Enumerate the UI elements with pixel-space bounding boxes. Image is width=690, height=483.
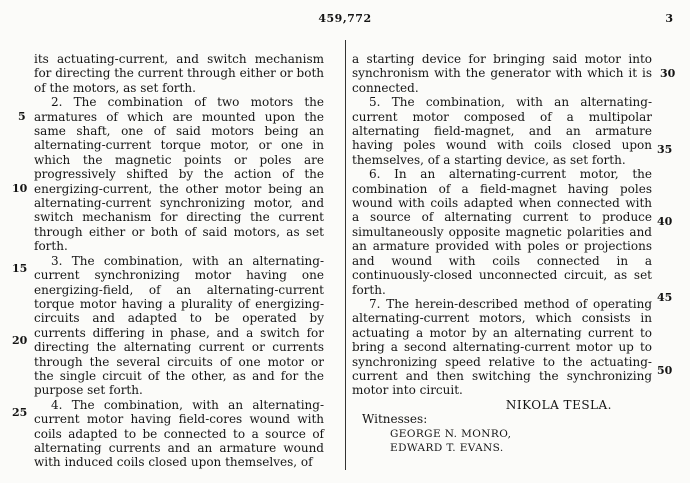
- line-number: 15: [12, 262, 28, 275]
- line-number: 10: [12, 182, 28, 195]
- line-number: 35: [657, 143, 673, 156]
- page-number: 3: [665, 12, 673, 25]
- inventor-signature: NIKOLA TESLA.: [505, 397, 612, 412]
- claim-4: 4. The combination, with an alternating-current motor having field-cores wound with coils adapted to be connected to a source of alternating currents and an armature wound with induced coils closed upon themselves, of: [34, 397, 324, 470]
- witness-name: EDWARD T. EVANS.: [390, 441, 504, 454]
- claim-4-continuation: a starting device for bringing said motor into synchronism with the generator with which it is connected.: [352, 52, 652, 95]
- witness-name: GEORGE N. MONRO,: [390, 427, 512, 440]
- claim-3: 3. The combination, with an alternating-current synchronizing motor having one energizing-field, of an alternating-current torque motor having a plurality of energizing-circuits and adapted to be operated by currents differing in phase, and a switch for directing the alternating current or currents through the several circuits of one motor or the single circuit of the other, as and for the purpose set forth.: [34, 253, 324, 398]
- claim-continuation: its actuating-current, and switch mechanism for directing the current through either or both of the motors, as set forth.: [34, 52, 324, 95]
- claim-7: 7. The herein-described method of operating alternating-current motors, which consists in actuating a motor by an alternating current to bring a second alternating-current motor up to synchronizing speed relative to the actuating-current and then switching the synchronizing motor into circuit.: [352, 296, 652, 398]
- claim-5: 5. The combination, with an alternating-current motor composed of a multipolar alternating field-magnet, and an armature having poles wound with coils closed upon themselves, of a starting device, as set forth.: [352, 95, 652, 167]
- line-number: 50: [657, 364, 673, 377]
- claim-6: 6. In an alternating-current motor, the combination of a field-magnet having poles wound with coils adapted when connected with a source of alternating current to produce simultaneously opposite magnetic polarities and an armature provided with poles or projections and wound with coils connected in a continuously-closed unconnected circuit, as set forth.: [352, 167, 652, 297]
- witnesses-label: Witnesses:: [362, 412, 428, 427]
- right-column: [352, 52, 652, 455]
- line-number: 25: [12, 406, 28, 419]
- claim-2: 2. The combination of two motors the armatures of which are mounted upon the same shaft, one of said motors being an alternating-current torque motor, or one in which the magnetic points or poles are progressively shifted by the action of the energizing-current, the other motor being an alternating-current synchronizing motor, and switch mechanism for directing the current through either or both of said motors, as set forth.: [34, 95, 324, 254]
- line-number: 5: [18, 110, 26, 123]
- line-number: 45: [657, 291, 673, 304]
- line-number: 40: [657, 215, 673, 228]
- patent-number: 459,772: [318, 12, 372, 25]
- line-number: 20: [12, 334, 28, 347]
- column-divider: [345, 40, 346, 470]
- line-number: 30: [660, 67, 676, 80]
- left-column: [34, 52, 324, 470]
